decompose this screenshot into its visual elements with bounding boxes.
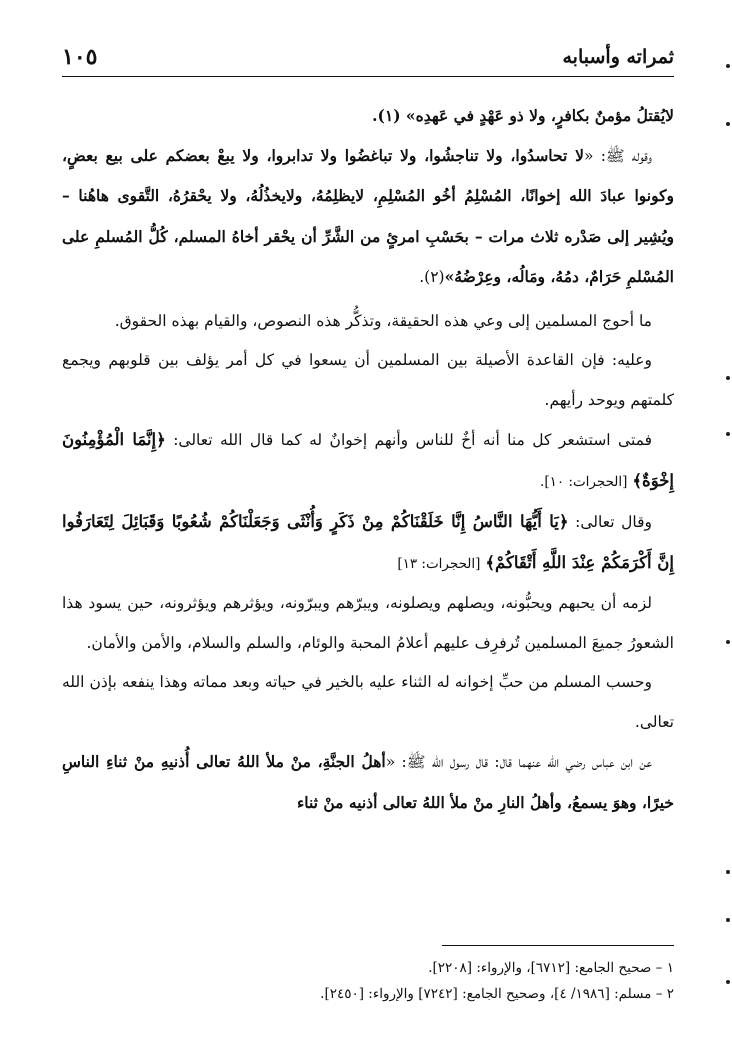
margin-speck — [726, 376, 730, 380]
verse-intro: وقال تعالى: — [575, 513, 652, 531]
page-number: ١٠٥ — [62, 44, 98, 70]
hadith-intro: عن ابن عباس رضي الله عنهما قال: قال رسول الله ﷺ: « — [385, 753, 652, 771]
running-title: ثمراته وأسبابه — [562, 46, 674, 68]
verse-intro: فمتى استشعر كل منا أنه أخٌ للناس وأنهم إخوانٌ له كما قال الله تعالى: — [173, 431, 652, 449]
paragraph-6 — [62, 502, 674, 584]
paragraph-2 — [62, 136, 674, 298]
hadith-intro: وقوله ﷺ: « — [583, 146, 652, 165]
hadith-text: أهلُ الجنَّةِ، منْ ملأ اللهُ تعالى أُذنيهِ منْ ثناءِ الناسِ خيرًا، وهوَ يسمعُ، وأهلُ النارِ منْ ملأ اللهُ تعالى أذنيه منْ ثناء — [62, 752, 674, 812]
paragraph-5 — [62, 420, 674, 502]
footnotes — [62, 955, 674, 1007]
hadith-text: لا تحاسدُوا، ولا تناجشُوا، ولا تباغضُوا ولا تدابروا، ولا يبعْ بعضكم على بيع بعضٍ، وكونوا عبادَ الله إخوانًا، المُسْلِمُ أخُو المُسْلِمِ، لايظلِمُهُ، ولايخذُلُهُ، ولا يحْقرُهُ، التَّقوى هاهُنا – ويُشِير إلى صَدْره ثلاث مرات – بحَسْبِ امرئٍ من الشَّرِّ أن يحْقر أخاهُ المسلم، كُلُّ المُسلمِ على المُسْلمِ حَرَامٌ، دمُهُ، ومَالُه، وعِرْضُهُ» — [62, 145, 674, 286]
footnote-ref-2: (٢). — [419, 268, 445, 286]
footnote-2: ٢ – مسلم: [١٩٨٦/ ٤]، وصحيح الجامع: [٧٢٤٢] والإرواء: [٢٤٥٠]. — [320, 986, 674, 1002]
paragraph-8: وحسب المسلم من حبِّ إخوانه له الثناء عليه بالخير في حياته وبعد مماته وهذا ينفعه بإذن الله تعالى. — [62, 673, 674, 731]
paragraph-3: ما أحوج المسلمين إلى وعي هذه الحقيقة، وتذكُّر هذه النصوص، والقيام بهذه الحقوق. — [114, 311, 652, 330]
paragraph-4: وعليه: فإن القاعدة الأصيلة بين المسلمين أن يسعوا في كل أمر يؤلف بين قلوبهم ويجمع كلمتهم ويوحد رأيهم. — [62, 351, 674, 409]
margin-speck — [726, 432, 730, 436]
margin-speck — [726, 640, 730, 644]
footnote-divider — [442, 945, 674, 946]
margin-speck — [726, 918, 730, 922]
paragraph-7: لزمه أن يحبهم ويحبُّونه، ويصلهم ويصلونه، ويبرّهم ويبرّونه، ويؤثرهم ويؤثرونه، حين يسود هذا الشعورُ جميعَ المسلمين تُرفرِف عليهم أعلامُ المحبة والوئام، والسلم والسلام، والأمن والأمان. — [62, 594, 674, 652]
quran-verse: ﴿يَا أَيُّهَا النَّاسُ إِنَّا خَلَقْنَاكُمْ مِنْ ذَكَرٍ وَأُنْثَى وَجَعَلْنَاكُمْ شُعُوبًا وَقَبَائِلَ لِتَعَارَفُوا إِنَّ أَكْرَمَكُمْ عِنْدَ اللَّهِ أَتْقَاكُمْ﴾ — [62, 512, 674, 572]
paragraph-9 — [62, 742, 674, 823]
margin-speck — [726, 870, 730, 874]
body-text — [62, 96, 674, 823]
margin-speck — [726, 980, 730, 984]
quran-verse: ﴿إِنَّمَا الْمُؤْمِنُونَ إِخْوَةٌ﴾ — [62, 430, 674, 490]
paragraph-1: لايُقتلُ مؤمنٌ بكافرٍ، ولا ذو عَهْدٍ في عَهدِه» (١). — [372, 106, 674, 125]
verse-reference: [الحجرات: ١٣] — [397, 555, 481, 572]
margin-speck — [726, 122, 730, 126]
margin-speck — [726, 64, 730, 68]
verse-reference: [الحجرات: ١٠]. — [540, 473, 628, 490]
page-header — [62, 40, 674, 77]
footnote-1: ١ – صحيح الجامع: [٦٧١٢]، والإرواء: [٢٢٠٨]. — [428, 960, 674, 976]
